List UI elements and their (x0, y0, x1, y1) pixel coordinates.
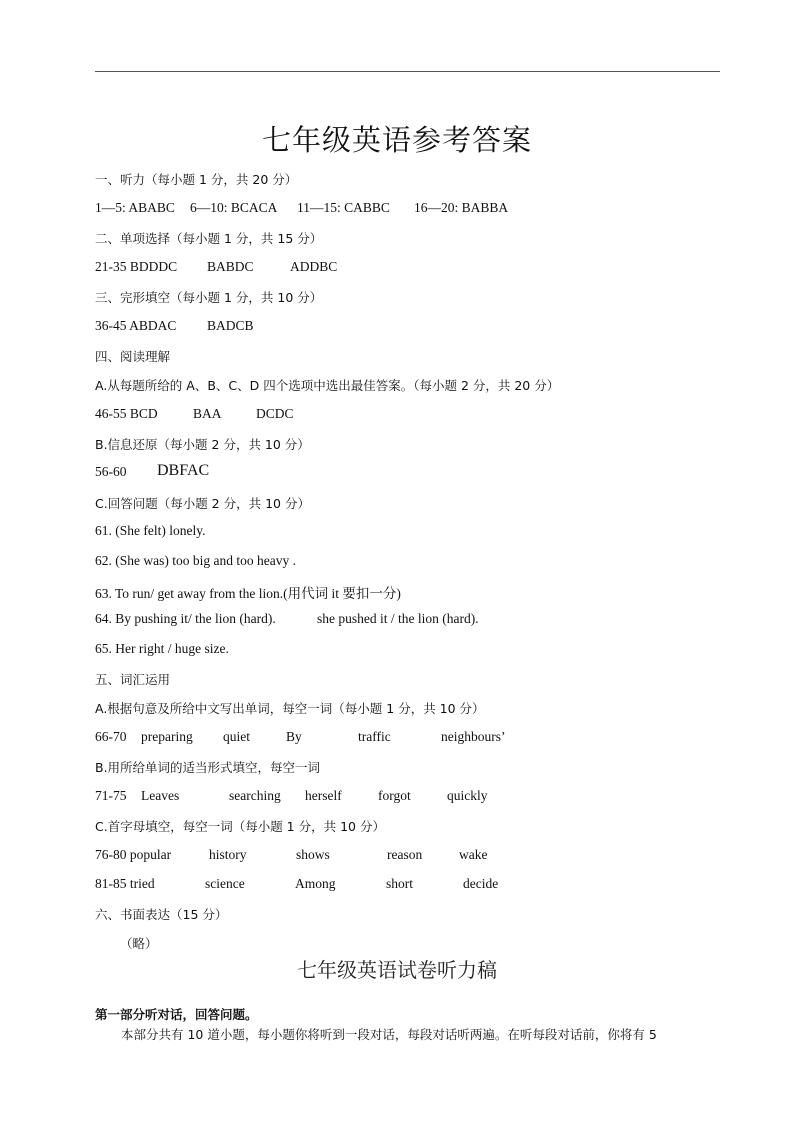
answer-word: preparing (141, 729, 193, 744)
answer-word: Among (295, 876, 336, 891)
answer-word: quickly (447, 788, 488, 803)
answer-group: DBFAC (157, 462, 210, 479)
answer-group: DCDC (256, 406, 294, 421)
answer-group: 71-75 (95, 788, 127, 803)
section-5a-answers (95, 729, 715, 747)
answer-group: BABDC (207, 259, 254, 274)
section-5b-heading: B.用所给单词的适当形式填空，每空一词 (95, 760, 321, 775)
part-1-heading: 第一部分听对话，回答问题。 (95, 1007, 258, 1022)
answer-group: 76-80 popular (95, 847, 172, 862)
section-1-answers (95, 200, 715, 218)
answer-word: shows (296, 847, 330, 862)
answer-group: ADDBC (290, 259, 338, 274)
section-4b-answers (95, 462, 715, 482)
page-title: 七年级英语参考答案 (261, 123, 532, 157)
answer-group: 1—5: ABABC (95, 200, 175, 215)
answer-word: neighbours’ (441, 729, 506, 744)
answer-group: 6—10: BCACA (190, 200, 278, 215)
section-5c-answers-row-2 (95, 876, 715, 894)
listening-script-title: 七年级英语试卷听力稿 (297, 958, 497, 982)
section-6-note: （略） (120, 936, 158, 951)
answer-group: 16—20: BABBA (414, 200, 509, 215)
answer-group: 46-55 BCD (95, 406, 158, 421)
answer-group: BADCB (207, 318, 254, 333)
answer-64 (95, 611, 715, 629)
answer-63: 63. To run/ get away from the lion.(用代词 it 要扣一分) (95, 586, 401, 601)
section-4b-heading: B.信息还原（每小题 2 分，共 10 分） (95, 437, 310, 452)
answer-word: traffic (358, 729, 391, 744)
section-2-answers (95, 259, 715, 277)
answer-group: BAA (193, 406, 222, 421)
answer-group: 21-35 BDDDC (95, 259, 178, 274)
section-6-heading: 六、书面表达（15 分） (95, 907, 228, 922)
section-5a-heading: A.根据句意及所给中文写出单词，每空一词（每小题 1 分，共 10 分） (95, 701, 485, 716)
section-4-heading: 四、阅读理解 (95, 349, 171, 364)
answer-word: quiet (223, 729, 250, 744)
answer-word: forgot (378, 788, 411, 803)
answer-word: decide (463, 876, 499, 891)
section-2-heading: 二、单项选择（每小题 1 分，共 15 分） (95, 231, 323, 246)
answer-word: By (286, 729, 302, 744)
answer-word: Leaves (141, 788, 180, 803)
part-1-instructions: 本部分共有 10 道小题，每小题你将听到一段对话，每段对话听两遍。在听每段对话前，你将有 5 (121, 1027, 657, 1042)
answer-group: 56-60 (95, 464, 127, 479)
answer-word: history (209, 847, 247, 862)
answer-word: wake (459, 847, 488, 862)
answer-word: searching (229, 788, 281, 803)
section-5c-heading: C.首字母填空，每空一词（每小题 1 分，共 10 分） (95, 819, 385, 834)
header-rule (95, 71, 720, 72)
section-5-heading: 五、词汇运用 (95, 672, 171, 687)
answer-word: herself (305, 788, 342, 803)
section-1-heading: 一、听力（每小题 1 分，共 20 分） (95, 172, 298, 187)
answer-word: science (205, 876, 245, 891)
section-5c-answers-row-1 (95, 847, 715, 865)
answer-group: 36-45 ABDAC (95, 318, 177, 333)
answer-61: 61. (She felt) lonely. (95, 523, 206, 538)
answer-word: short (386, 876, 413, 891)
answer-62: 62. (She was) too big and too heavy . (95, 553, 296, 568)
answer-65: 65. Her right / huge size. (95, 641, 229, 656)
answer-group: 11—15: CABBC (297, 200, 390, 215)
answer-group: 81-85 tried (95, 876, 155, 891)
answer-64-option-b: she pushed it / the lion (hard). (317, 611, 479, 626)
section-3-heading: 三、完形填空（每小题 1 分，共 10 分） (95, 290, 323, 305)
answer-group: 66-70 (95, 729, 127, 744)
section-4a-answers (95, 406, 715, 424)
section-4c-heading: C.回答问题（每小题 2 分，共 10 分） (95, 496, 310, 511)
section-4a-heading: A.从每题所给的 A、B、C、D 四个选项中选出最佳答案。（每小题 2 分，共 20 分） (95, 378, 560, 393)
answer-word: reason (387, 847, 423, 862)
answer-64-option-a: 64. By pushing it/ the lion (hard). (95, 611, 276, 626)
section-5b-answers (95, 788, 715, 806)
section-3-answers (95, 318, 715, 336)
